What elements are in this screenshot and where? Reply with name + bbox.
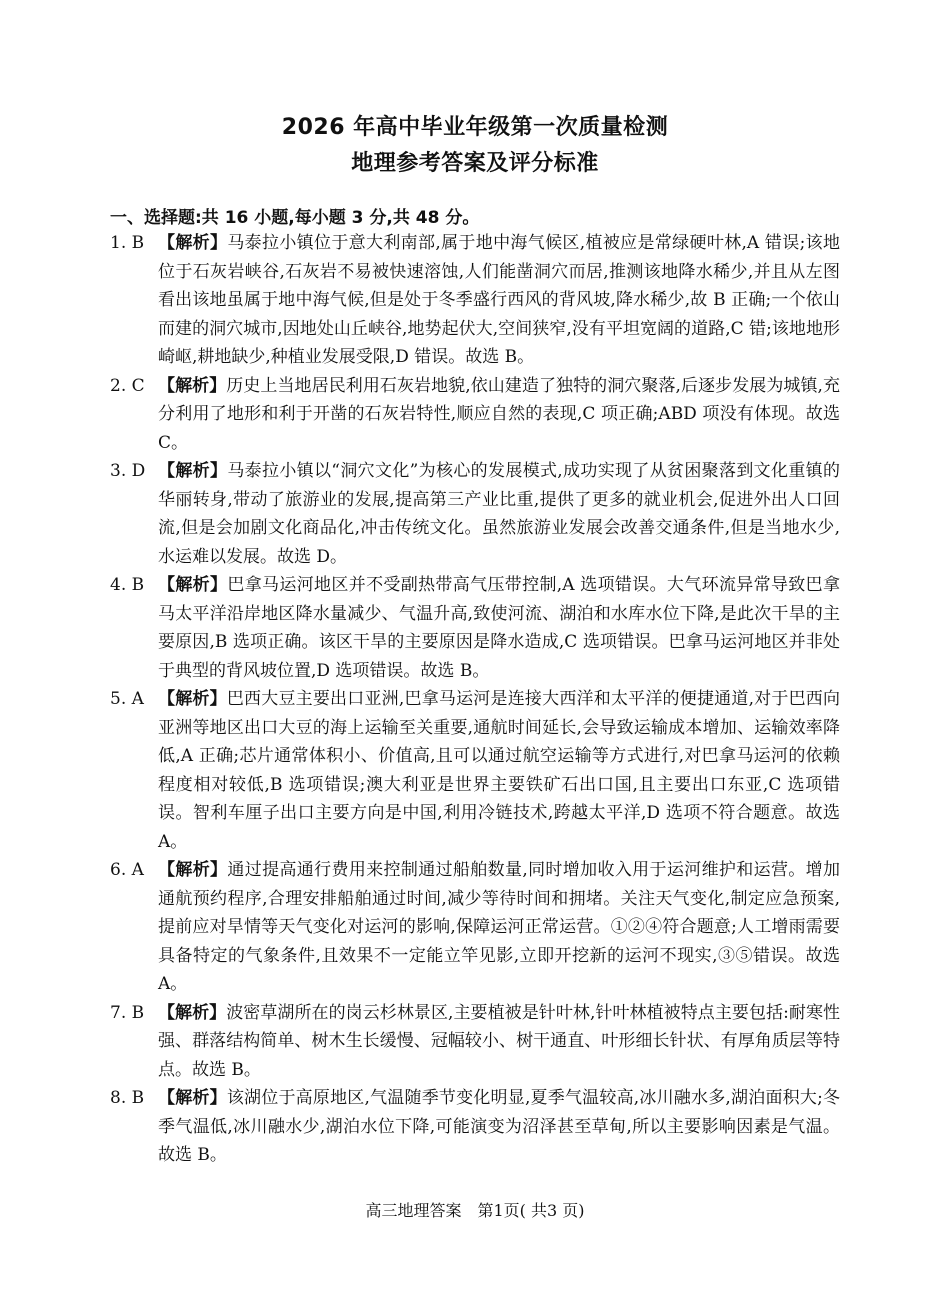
answer-label: 6. A [110, 860, 144, 880]
answer-list [110, 229, 840, 1170]
answer-item [110, 856, 840, 999]
answer-explanation: 该湖位于高原地区,气温随季节变化明显,夏季气温较高,冰川融水多,湖泊面积大;冬季气温低,冰川融水少,湖泊水位下降,可能演变为沼泽甚至草甸,所以主要影响因素是气温。故选 B。 [158, 1088, 841, 1165]
analysis-tag: 【解析】 [158, 461, 228, 481]
answer-item [110, 685, 840, 856]
page-title: 2026 年高中毕业年级第一次质量检测 [281, 115, 669, 140]
answer-label: 4. B [110, 575, 145, 595]
answer-label: 1. B [110, 233, 145, 253]
answer-explanation: 马泰拉小镇位于意大利南部,属于地中海气候区,植被应是常绿硬叶林,A 错误;该地位于石灰岩峡谷,石灰岩不易被快速溶蚀,人们能凿洞穴而居,推测该地降水稀少,并且从左图看出该地虽属于地中海气候,但是处于冬季盛行西风的背风坡,降水稀少,故 B 正确;一个依山而建的洞穴城市,因地处山丘峡谷,地势起伏大,空间狭窄,没有平坦宽阔的道路,C 错;该地地形崎岖,耕地缺少,种植业发展受限,D 错误。故选 B。 [158, 233, 840, 367]
answer-explanation: 巴西大豆主要出口亚洲,巴拿马运河是连接大西洋和太平洋的便捷通道,对于巴西向亚洲等地区出口大豆的海上运输至关重要,通航时间延长,会导致运输成本增加、运输效率降低,A 正确;芯片通常体积小、价值高,且可以通过航空运输等方式进行,对巴拿马运河的依赖程度相对较低,B 选项错误;澳大利亚是世界主要铁矿石出口国,且主要出口东亚,C 选项错误。智利车厘子出口主要方向是中国,利用冷链技术,跨越太平洋,D 选项不符合题意。故选 A。 [158, 689, 841, 852]
analysis-tag: 【解析】 [158, 375, 227, 396]
analysis-tag: 【解析】 [158, 860, 228, 880]
page-subtitle: 地理参考答案及评分标准 [351, 151, 599, 176]
analysis-tag: 【解析】 [158, 1088, 227, 1108]
analysis-tag: 【解析】 [158, 689, 227, 709]
answer-item [110, 571, 840, 685]
answer-item [110, 1084, 840, 1170]
answer-item [110, 999, 840, 1085]
answer-explanation: 马泰拉小镇以“洞穴文化”为核心的发展模式,成功实现了从贫困聚落到文化重镇的华丽转身,带动了旅游业的发展,提高第三产业比重,提供了更多的就业机会,促进外出人口回流,但是会加剧文化商品化,冲击传统文化。虽然旅游业发展会改善交通条件,但是当地水少,水运难以发展。故选 D。 [158, 461, 840, 567]
answer-item [110, 372, 840, 458]
analysis-tag: 【解析】 [158, 1002, 227, 1023]
analysis-tag: 【解析】 [158, 575, 228, 595]
answer-explanation: 波密草湖所在的岗云杉林景区,主要植被是针叶林,针叶林植被特点主要包括:耐寒性强、群落结构简单、树木生长缓慢、冠幅较小、树干通直、叶形细长针状、有厚角质层等特点。故选 B。 [158, 1002, 840, 1080]
answer-explanation: 巴拿马运河地区并不受副热带高气压带控制,A 选项错误。大气环流异常导致巴拿马太平洋沿岸地区降水量减少、气温升高,致使河流、湖泊和水库水位下降,是此次干旱的主要原因,B 选项正确。该区干旱的主要原因是降水造成,C 选项错误。巴拿马运河地区并非处于典型的背风坡位置,D 选项错误。故选 B。 [158, 575, 840, 681]
answer-explanation: 历史上当地居民利用石灰岩地貌,依山建造了独特的洞穴聚落,后逐步发展为城镇,充分利用了地形和利于开凿的石灰岩特性,顺应自然的表现,C 项正确;ABD 项没有体现。故选 C。 [158, 375, 841, 453]
page-footer: 高三地理答案 第1页( 共3 页) [365, 1201, 585, 1220]
answer-explanation: 通过提高通行费用来控制通过船舶数量,同时增加收入用于运河维护和运营。增加通航预约程序,合理安排船舶通过时间,减少等待时间和拥堵。关注天气变化,制定应急预案,提前应对旱情等天气变化对运河的影响,保障运河正常运营。①②④符合题意;人工增雨需要具备特定的气象条件,且效果不一定能立竿见影,立即开挖新的运河不现实,③⑤错误。故选 A。 [158, 860, 841, 994]
answer-label: 5. A [110, 689, 144, 709]
answer-label: 8. B [110, 1088, 145, 1108]
section-heading: 一、选择题:共 16 小题,每小题 3 分,共 48 分。 [110, 208, 480, 228]
answer-item [110, 229, 840, 372]
answer-label: 7. B [110, 1002, 145, 1023]
answer-item [110, 457, 840, 571]
answer-label: 3. D [110, 461, 146, 481]
answer-label: 2. C [110, 375, 145, 396]
analysis-tag: 【解析】 [158, 233, 228, 253]
